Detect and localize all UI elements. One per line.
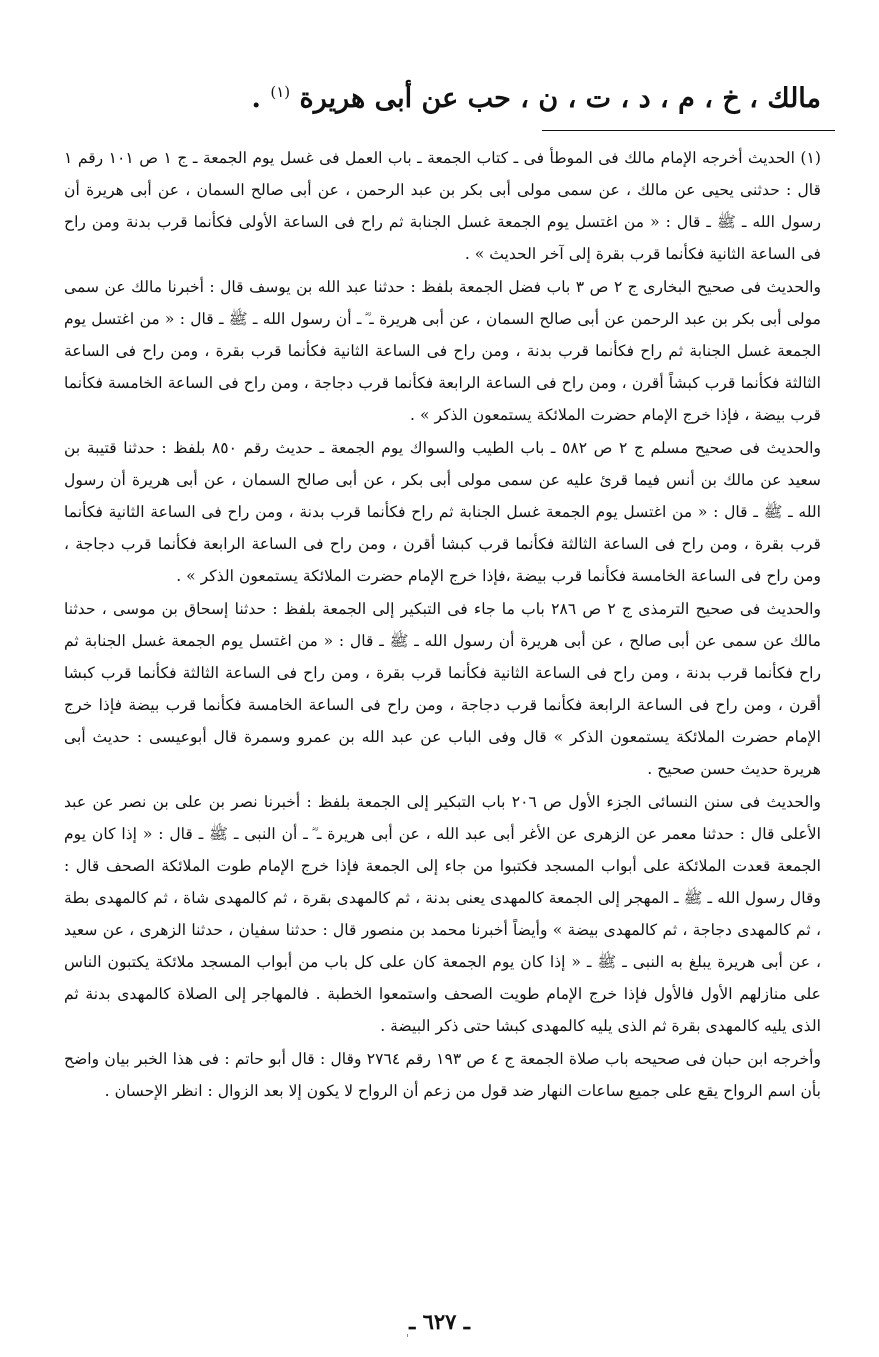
footnote-paragraph-tirmidhi: والحديث فى صحيح الترمذى ج ٢ ص ٢٨٦ باب ما جاء فى التبكير إلى الجمعة بلفظ : حدثنا إسحاق بن موسى ، حدثنا مالك عن سمى عن أبى صالح ، عن أبى هريرة أن رسول الله ـ ﷺ ـ قال : « من اغتسل يوم الجمعة غسل الجنابة ثم راح فكأنما قرب بدنة ، ومن راح فى الساعة الثانية فكأنما قرب بقرة ، ومن راح فى الساعة الثالثة فكأنما قرب كبشا أقرن ، ومن راح فى الساعة الرابعة فكأنما قرب دجاجة ، ومن راح فى الساعة الخامسة فكأنما قرب بيضة فإذا خرج الإمام حضرت الملائكة يستمعون الذكر » قال وفى الباب عن عبد الله بن عمرو وسمرة قال أبوعيسى : حديث أبى هريرة حديث حسن صحيح .	[64, 600, 821, 778]
footnote-paragraph-nasai: والحديث فى سنن النسائى الجزء الأول ص ٢٠٦ باب التبكير إلى الجمعة بلفظ : أخبرنا نصر بن على بن نصر عن عبد الأعلى قال : حدثنا معمر عن الزهرى عن الأغر أبى عبد الله ، عن أبى هريرة ـ ؓ ـ أن النبى ـ ﷺ ـ قال : « إذا كان يوم الجمعة قعدت الملائكة على أبواب المسجد فكتبوا من جاء إلى الجمعة فإذا خرج الإمام طوت الملائكة الصحف قال : وقال رسول الله ـ ﷺ ـ المهجر إلى الجمعة كالمهدى يعنى بدنة ، ثم كالمهدى بقرة ، ثم كالمهدى شاة ، ثم كالمهدى بطة ، ثم كالمهدى دجاجة ، ثم كالمهدى بيضة » وأيضاً أخبرنا محمد بن منصور قال : حدثنا سفيان ، حدثنا الزهرى ، عن سعيد ، عن أبى هريرة يبلغ به النبى ـ ﷺ ـ « إذا كان يوم الجمعة كان على كل باب من أبواب المسجد ملائكة يكتبون الناس على منازلهم الأول فالأول فإذا خرج الإمام طويت الصحف واستمعوا الخطبة . فالمهاجر إلى الصلاة كالمهدى بدنة ثم الذى يليه كالمهدى بقرة ثم الذى يليه كالمهدى كبشا حتى ذكر البيضة .	[64, 793, 821, 1035]
scan-speck	[407, 1334, 408, 1337]
footnote-paragraph-muwatta: (١) الحديث أخرجه الإمام مالك فى الموطأ فى ـ كتاب الجمعة ـ باب العمل فى غسل يوم الجمعة ـ ج ١ ص ١٠١ رقم ١ قال : حدثنى يحيى عن مالك ، عن سمى مولى أبى بكر بن عبد الرحمن ، عن أبى صالح السمان ، عن أبى هريرة أن رسول الله ـ ﷺ ـ قال : « من اغتسل يوم الجمعة غسل الجنابة ثم راح فى الساعة الأولى فكأنما قرب بدنة ومن راح فى الساعة الثانية فكأنما قرب بقرة إلى آخر الحديث » .	[64, 149, 821, 263]
footnote-marker: (١)	[270, 83, 291, 101]
page-number: ـ ٦٢٧ ـ	[409, 1309, 470, 1334]
footnotes-block	[64, 142, 821, 1108]
footnote-paragraph-bukhari: والحديث فى صحيح البخارى ج ٢ ص ٣ باب فضل الجمعة بلفظ : حدثنا عبد الله بن يوسف قال : أخبرنا مالك عن سمى مولى أبى بكر بن عبد الرحمن عن أبى صالح السمان ، عن أبى هريرة ـ ؓ ـ أن رسول الله ـ ﷺ ـ قال : « من اغتسل يوم الجمعة غسل الجنابة ثم راح فكأنما قرب بدنة ، ومن راح فى الساعة الثانية فكأنما قرب بقرة ، ومن راح فى الساعة الثالثة فكأنما قرب كبشاً أقرن ، ومن راح فى الساعة الرابعة فكأنما قرب دجاجة ، ومن راح فى الساعة الخامسة فكأنما قرب بيضة ، فإذا خرج الإمام حضرت الملائكة يستمعون الذكر » .	[64, 278, 821, 424]
footnote-paragraph-muslim: والحديث فى صحيح مسلم ج ٢ ص ٥٨٢ ـ باب الطيب والسواك يوم الجمعة ـ حديث رقم ٨٥٠ بلفظ : حدثنا قتيبة بن سعيد عن مالك بن أنس فيما قرئ عليه عن سمى مولى أبى بكر ، عن أبى صالح السمان ، عن أبى هريرة أن رسول الله ـ ﷺ ـ قال : « من اغتسل يوم الجمعة غسل الجنابة ثم راح فكأنما قرب بدنة ، ومن راح فى الساعة الثانية فكأنما قرب بقرة ، ومن راح فى الساعة الثالثة فكأنما قرب كبشا أقرن ، ومن راح فى الساعة الرابعة فكأنما قرب دجاجة ، ومن راح فى الساعة الخامسة فكأنما قرب بيضة ،فإذا خرج الإمام حضرت الملائكة يستمعون الذكر » .	[64, 439, 822, 585]
heading-text: مالك ، خ ، م ، د ، ت ، ن ، حب عن أبى هريرة	[299, 83, 821, 114]
footnote-separator	[542, 130, 835, 131]
hadith-attribution-heading	[251, 72, 821, 119]
heading-tail: .	[251, 83, 261, 114]
footnote-paragraph-ibn-hibban: وأخرجه ابن حبان فى صحيحه باب صلاة الجمعة ج ٤ ص ١٩٣ رقم ٢٧٦٤ وقال : قال أبو حاتم : فى هذا الخبر بيان واضح بأن اسم الرواح يقع على جميع ساعات النهار ضد قول من زعم أن الرواح لا يكون إلا بعد الزوال : انظر الإحسان .	[64, 1050, 821, 1100]
